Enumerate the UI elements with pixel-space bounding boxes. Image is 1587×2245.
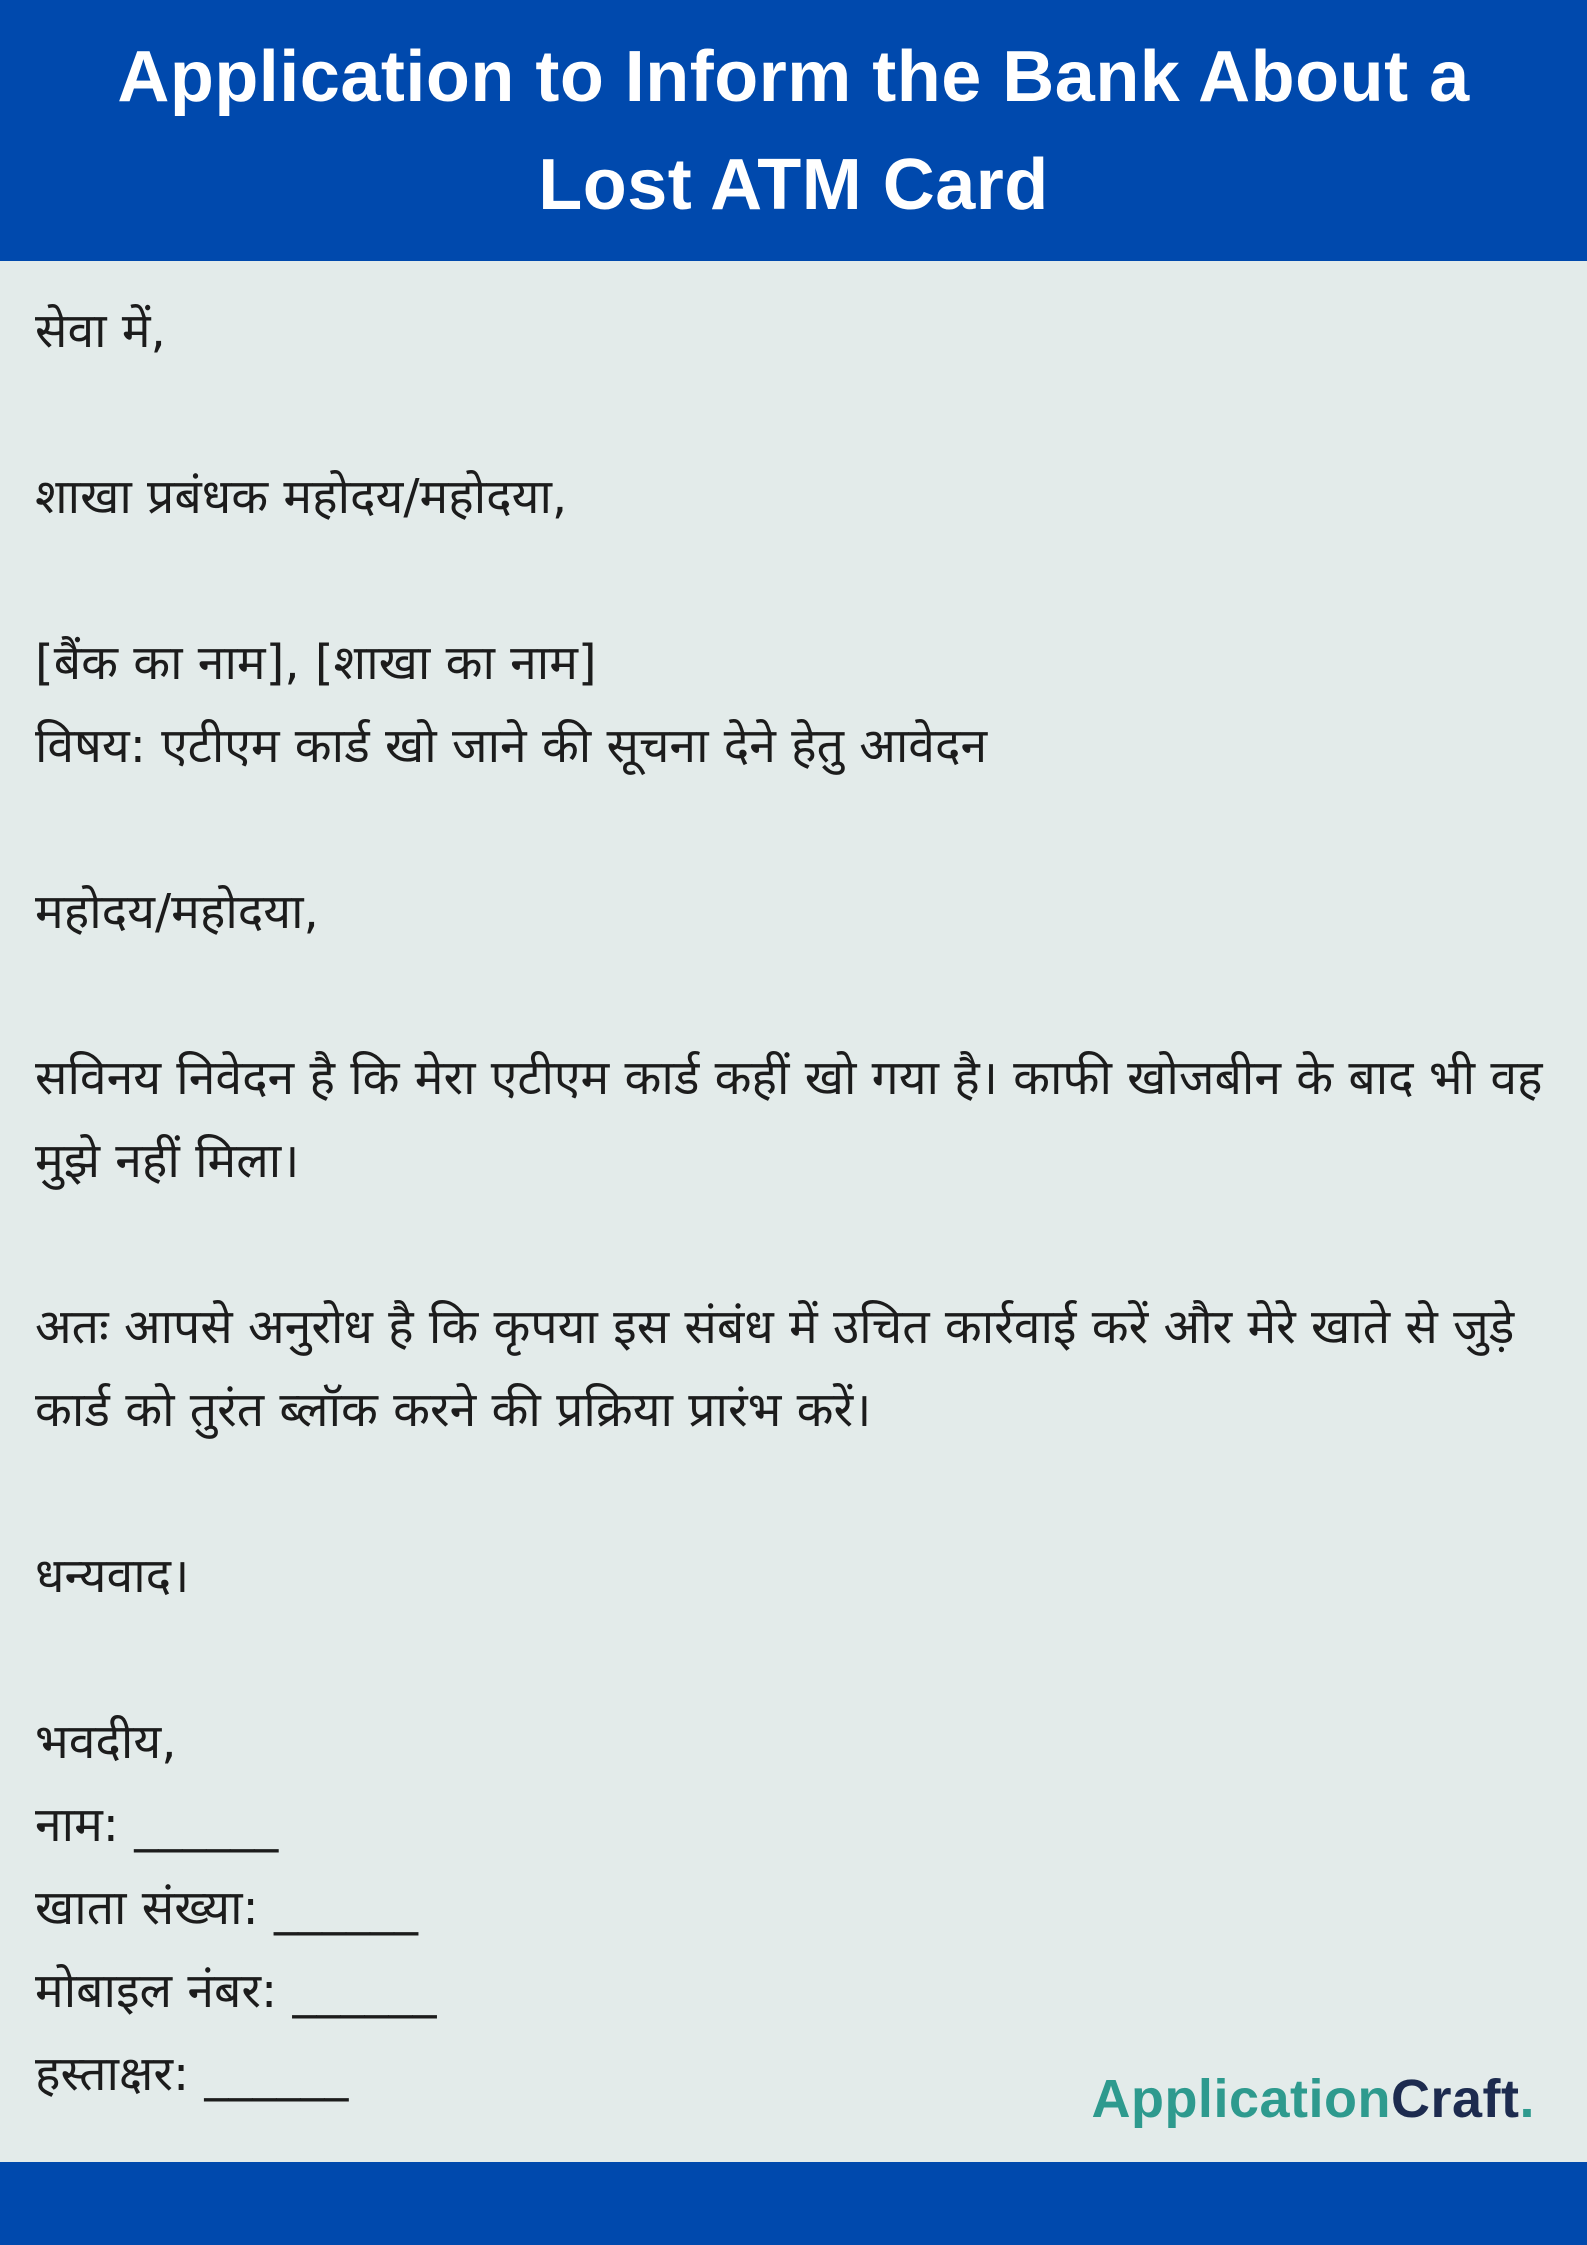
closing-line: भवदीय, — [35, 1714, 177, 1770]
footer-bar — [0, 2162, 1587, 2245]
signature-field: हस्ताक्षर: ______ — [35, 2046, 349, 2102]
brand-logo — [1091, 2068, 1535, 2130]
header-banner — [0, 0, 1587, 261]
body-paragraph-2: अतः आपसे अनुरोध है कि कृपया इस संबंध में उचित कार्रवाई करें और मेरे खाते से जुड़े कार्ड को तुरंत ब्लॉक करने की प्रक्रिया प्रारंभ करें। — [35, 1299, 1515, 1438]
spacer — [35, 373, 1565, 456]
spacer — [35, 1203, 1565, 1286]
spacer — [35, 954, 1565, 1037]
thanks-line: धन्यवाद। — [35, 1548, 190, 1604]
mobile-number-field: मोबाइल नंबर: ______ — [35, 1963, 437, 2019]
logo-text-application: Application — [1091, 2069, 1391, 2129]
letter-body — [35, 290, 1565, 2116]
subject-line: विषय: एटीएम कार्ड खो जाने की सूचना देने हेतु आवेदन — [35, 718, 988, 774]
bank-branch-line: [बैंक का नाम], [शाखा का नाम] — [35, 635, 597, 691]
spacer — [35, 1452, 1565, 1535]
page-title: Application to Inform the Bank About a Lost ATM Card — [117, 36, 1470, 225]
salutation-to: सेवा में, — [35, 303, 166, 359]
spacer — [35, 539, 1565, 622]
recipient-line: शाखा प्रबंधक महोदय/महोदया, — [35, 469, 568, 525]
spacer — [35, 788, 1565, 871]
logo-text-craft: Craft — [1390, 2069, 1520, 2129]
body-paragraph-1: सविनय निवेदन है कि मेरा एटीएम कार्ड कहीं खो गया है। काफी खोजबीन के बाद भी वह मुझे नहीं मिला। — [35, 1050, 1543, 1189]
name-field: नाम: ______ — [35, 1797, 279, 1853]
logo-text-dot: . — [1519, 2069, 1535, 2129]
spacer — [35, 1618, 1565, 1701]
greeting-line: महोदय/महोदया, — [35, 884, 319, 940]
account-number-field: खाता संख्या: ______ — [35, 1880, 418, 1936]
